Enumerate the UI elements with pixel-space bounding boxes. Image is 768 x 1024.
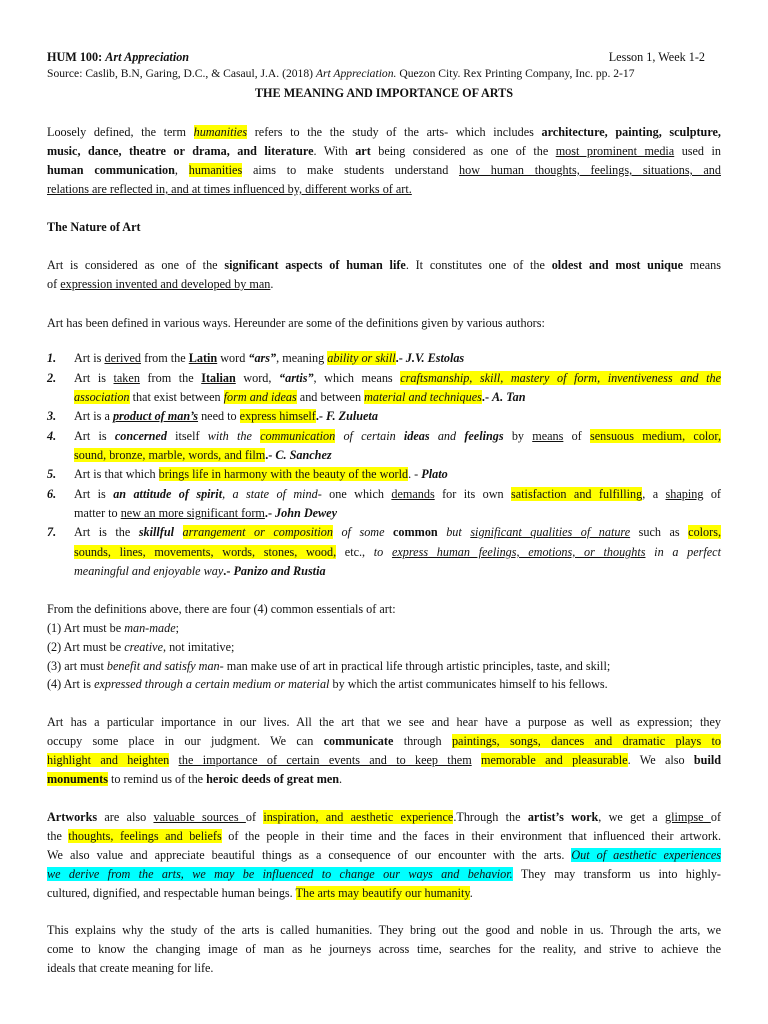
essential-item: (2) Art must be creative, not imitative; (47, 640, 235, 654)
nature-line-2: of expression invented and developed by man. (47, 277, 274, 291)
importance-line-2: occupy some place in our judgment. We can communicate through paintings, songs, dances and dramatic plays to (47, 734, 721, 748)
intro-line-2: music, dance, theatre or drama, and literature. With art being considered as one of the most prominent media used in (47, 144, 721, 158)
nature-line-1: Art is considered as one of the significant aspects of human life. It constitutes one of the oldest and most unique means (47, 258, 721, 272)
artworks-line-3: We also value and appreciate beautiful things as a consequence of our encounter with the arts. Out of aesthetic experiences (47, 848, 722, 862)
course-header (47, 49, 721, 65)
lesson-label: Lesson 1, Week 1-2 (608, 50, 705, 64)
definitions-intro: Art has been defined in various ways. Hereunder are some of the definitions given by various authors: (47, 316, 545, 330)
importance-line-1: Art has a particular importance in our lives. All the art that we see and hear have a purpose as well as expression; they (47, 715, 721, 729)
artworks-line-5: cultured, dignified, and respectable human beings. The arts may beautify our humanity. (47, 886, 473, 900)
course-code: HUM 100: (47, 50, 103, 64)
artworks-line-2: the thoughts, feelings and beliefs of the people in their time and the faces in their environment that influenced their artwork. (47, 829, 722, 843)
intro-line-3: human communication, humanities aims to make students understand how human thoughts, feelings, situations, and (47, 163, 721, 177)
intro-line-1: Loosely defined, the term humanities refers to the the study of the arts- which includes architecture, painting, sculpture, (47, 125, 721, 139)
essential-item: (1) Art must be man-made; (47, 621, 180, 635)
closing-line-2: come to know the changing image of man as he journeys across time, searches for the reality, and strive to achieve the (47, 942, 721, 956)
document-title: THE MEANING AND IMPORTANCE OF ARTS (254, 86, 514, 100)
section-heading: The Nature of Art (47, 220, 141, 234)
intro-line-4: relations are reflected in, and at times influenced by, different works of art. (47, 182, 412, 196)
artworks-line-1: Artworks are also valuable sources of inspiration, and aesthetic experience.Through the artist’s work, we get a glimpse of (47, 810, 721, 824)
closing-line-1: This explains why the study of the arts is called humanities. They bring out the good and noble in us. Through the arts, we (47, 923, 721, 937)
essentials-intro: From the definitions above, there are four (4) common essentials of art: (47, 602, 396, 616)
essential-item: (4) Art is expressed through a certain medium or material by which the artist communicates himself to his fellows. (47, 677, 608, 691)
essential-item: (3) art must benefit and satisfy man- man make use of art in practical life through artistic principles, taste, and skill; (47, 659, 611, 673)
artworks-line-4: we derive from the arts, we may be influenced to change our ways and behavior. They may transform us into highly- (47, 867, 721, 881)
course-name: Art Appreciation (105, 50, 190, 64)
importance-line-3: highlight and heighten the importance of certain events and to keep them memorable and pleasurable. We also build (47, 753, 722, 767)
closing-line-3: ideals that create meaning for life. (47, 961, 214, 975)
source-citation: Source: Caslib, B.N, Garing, D.C., & Casaul, J.A. (2018) Art Appreciation. Quezon City. Rex Printing Company, Inc. pp. 2-17 (47, 67, 635, 80)
importance-line-4: monuments to remind us of the heroic deeds of great men. (47, 772, 343, 786)
